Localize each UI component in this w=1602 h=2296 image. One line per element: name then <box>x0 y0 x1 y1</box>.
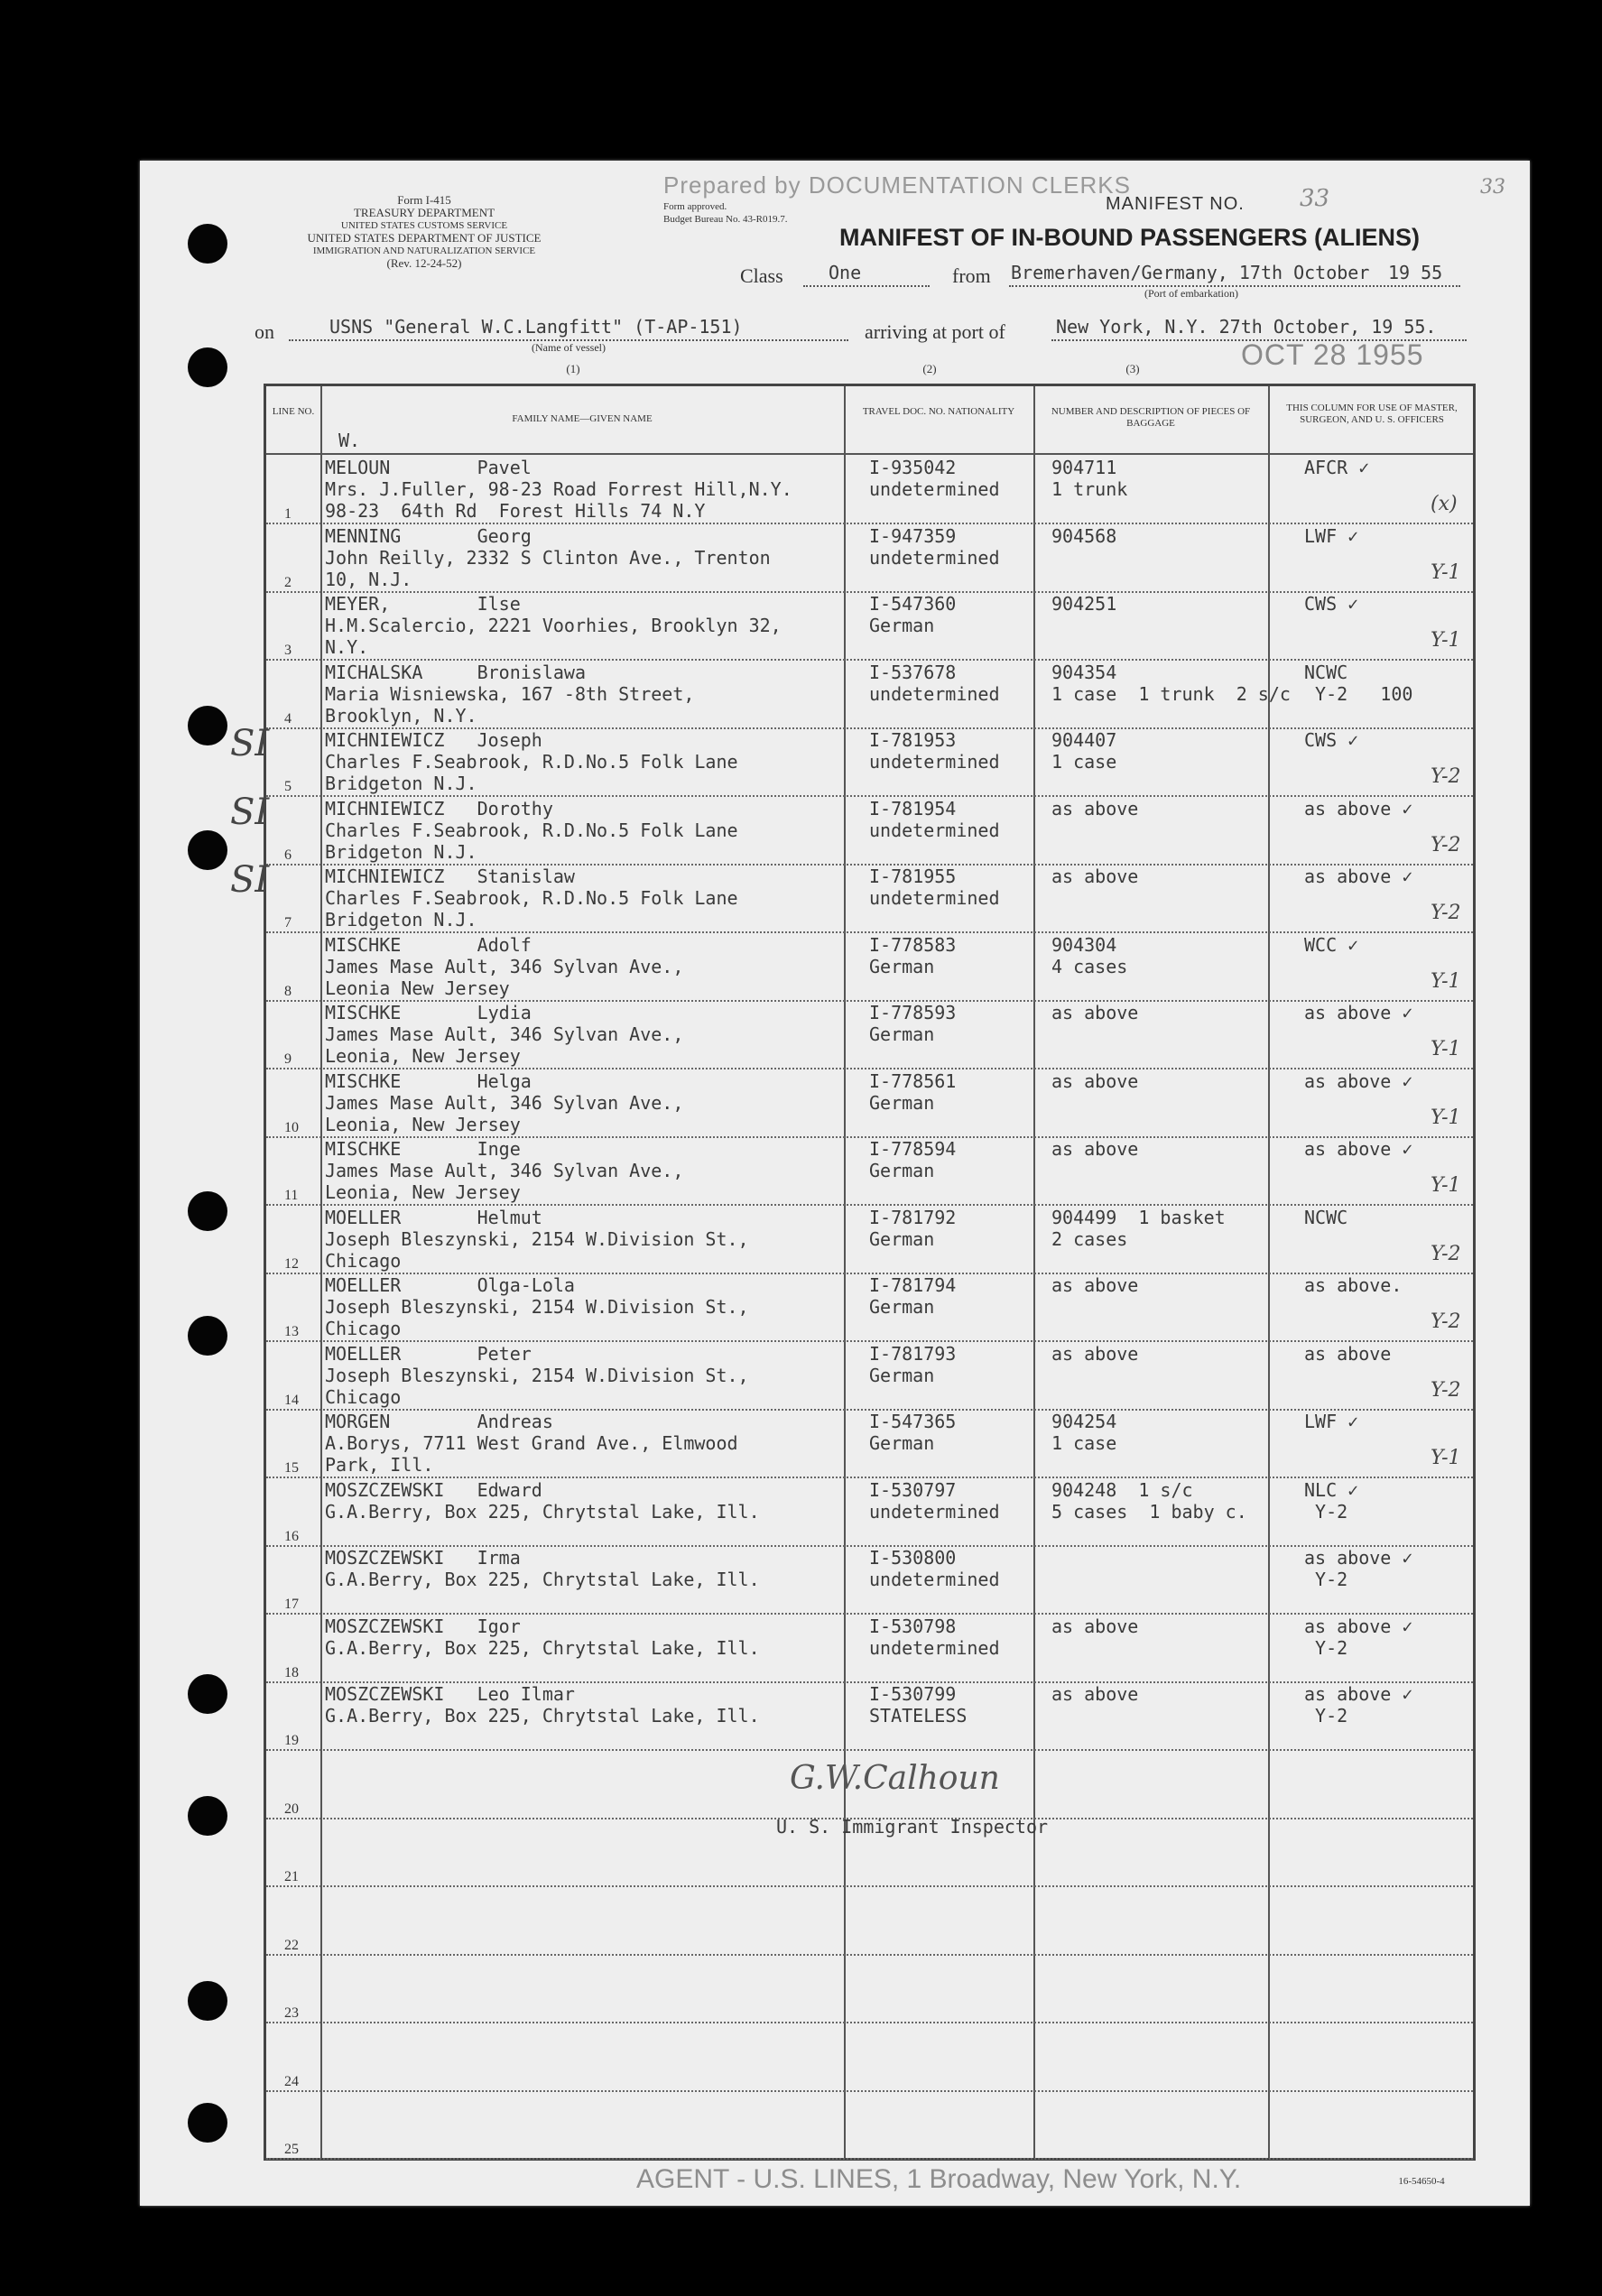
line-number: 7 <box>284 915 292 930</box>
travel-doc-nationality: I-778583 German <box>869 933 957 977</box>
officer-annotation: as above <box>1304 1342 1392 1365</box>
travel-doc-nationality: I-778561 German <box>869 1069 957 1114</box>
line-number: 8 <box>284 983 292 999</box>
travel-doc-nationality: I-547360 German <box>869 593 957 636</box>
from-year: 19 55 <box>1388 262 1443 283</box>
line-number: 25 <box>284 2142 299 2157</box>
vessel-name: USNS "General W.C.Langfitt" (T-AP-151) <box>329 316 743 338</box>
passenger-name-address: MORGEN Andreas A.Borys, 7711 West Grand Ave., Elmwood Park, Ill. <box>325 1411 738 1476</box>
binder-hole <box>188 224 227 264</box>
officer-annotation: as above ✓ Y-2 <box>1304 1615 1413 1659</box>
col-header-officers: THIS COLUMN FOR USE OF MASTER, SURGEON, AND U. S. OFFICERS <box>1286 403 1458 425</box>
binder-hole <box>188 1191 227 1231</box>
justice-dept: UNITED STATES DEPARTMENT OF JUSTICE <box>307 231 542 245</box>
port-embark-caption: (Port of embarkation) <box>1144 287 1238 300</box>
line-number: 5 <box>284 779 292 794</box>
line-number: 4 <box>284 710 292 727</box>
margin-note: Y-2 <box>1431 833 1461 856</box>
agent-stamp: AGENT - U.S. LINES, 1 Broadway, New York, N.Y. <box>636 2164 1242 2194</box>
table-row <box>266 1000 1473 1069</box>
baggage-description: 904354 1 case 1 trunk 2 s/c <box>1051 661 1291 705</box>
officer-annotation: as above ✓ <box>1304 1069 1413 1092</box>
side-mark: SI <box>230 723 270 764</box>
officer-annotation: AFCR ✓ <box>1304 457 1370 478</box>
officer-annotation: CWS ✓ <box>1304 729 1359 751</box>
prepared-stamp: Prepared by DOCUMENTATION CLERKS <box>663 171 1131 199</box>
side-mark: SI <box>230 791 270 833</box>
line-number: 10 <box>284 1119 299 1135</box>
table-row <box>266 1954 1473 2023</box>
margin-note: Y-2 <box>1431 1310 1461 1333</box>
officer-annotation: CWS ✓ <box>1304 593 1359 615</box>
binder-hole <box>188 1981 227 2021</box>
travel-doc-nationality: I-530800 undetermined <box>869 1547 1000 1590</box>
from-value: Bremerhaven/Germany, 17th October <box>1011 262 1370 283</box>
table-row <box>266 1614 1473 1683</box>
line-number: 2 <box>284 574 292 590</box>
baggage-description: 904304 4 cases <box>1051 933 1128 977</box>
page-title: MANIFEST OF IN-BOUND PASSENGERS (ALIENS) <box>839 224 1421 251</box>
officer-annotation: as above ✓ <box>1304 1138 1413 1160</box>
table-row <box>266 1545 1473 1615</box>
col-header-name: FAMILY NAME—GIVEN NAME <box>512 413 653 424</box>
table-row <box>266 1273 1473 1342</box>
passenger-name-address: MICHNIEWICZ Stanislaw Charles F.Seabrook, R.D.No.5 Folk Lane Bridgeton N.J. <box>325 866 738 930</box>
passenger-name-address: MISCHKE Adolf James Mase Ault, 346 Sylvan Ave., Leonia New Jersey <box>325 933 684 999</box>
travel-doc-nationality: I-547365 German <box>869 1411 957 1454</box>
line-number: 15 <box>284 1460 299 1476</box>
on-label: on <box>255 320 274 343</box>
from-label: from <box>952 264 991 287</box>
col-header-travel: TRAVEL DOC. NO. NATIONALITY <box>862 406 1015 417</box>
passenger-name-address: MICHNIEWICZ Dorothy Charles F.Seabrook, R.D.No.5 Folk Lane Bridgeton N.J. <box>325 797 738 863</box>
table-row <box>266 1341 1473 1411</box>
baggage-description: 904499 1 basket 2 cases <box>1051 1206 1226 1250</box>
table-row <box>266 591 1473 661</box>
class-value: One <box>829 262 862 283</box>
baggage-description: 904248 1 s/c 5 cases 1 baby c. <box>1051 1478 1247 1523</box>
table-row <box>266 2023 1473 2092</box>
binder-hole <box>188 1674 227 1714</box>
officer-annotation: as above ✓ <box>1304 866 1413 887</box>
officer-annotation: as above ✓ <box>1304 1002 1413 1023</box>
arriving-value: New York, N.Y. 27th October, 19 55. <box>1056 316 1437 338</box>
binder-hole <box>188 2103 227 2143</box>
table-row <box>266 660 1473 729</box>
table-row <box>266 1681 1473 1751</box>
caption-1: (1) <box>566 362 580 375</box>
travel-doc-nationality: I-778594 German <box>869 1138 957 1181</box>
travel-doc-nationality: I-781953 undetermined <box>869 729 1000 773</box>
table-row <box>230 791 1473 866</box>
passenger-name-address: MOELLER Peter Joseph Bleszynski, 2154 W.Division St., Chicago <box>325 1342 749 1408</box>
travel-doc-nationality: I-781955 undetermined <box>869 866 1000 909</box>
date-stamp: OCT 28 1955 <box>1241 338 1424 371</box>
line-number: 13 <box>284 1324 299 1339</box>
passenger-name-address: MOSZCZEWSKI Leo Ilmar G.A.Berry, Box 225, Chrytstal Lake, Ill. <box>325 1683 760 1727</box>
travel-doc-nationality: I-778593 German <box>869 1002 957 1045</box>
class-underline <box>803 285 930 287</box>
line-number: 1 <box>284 506 292 522</box>
agency-block <box>244 194 605 270</box>
officer-annotation: LWF ✓ <box>1304 524 1359 547</box>
travel-doc-nationality: I-530797 undetermined <box>869 1478 1000 1523</box>
travel-doc-nationality: I-947359 undetermined <box>869 524 1000 569</box>
passenger-name-address: MOSZCZEWSKI Edward G.A.Berry, Box 225, Chrytstal Lake, Ill. <box>325 1478 760 1523</box>
inspector-signature: G.W.Calhoun <box>790 1760 1000 1797</box>
baggage-description: 904407 1 case <box>1051 729 1117 773</box>
passenger-name-address: MENNING Georg John Reilly, 2332 S Clinton Ave., Trenton 10, N.J. <box>325 524 771 590</box>
table-row <box>266 1477 1473 1547</box>
baggage-description: 904251 <box>1051 593 1117 615</box>
w-mark: W. <box>338 430 361 451</box>
footer-code: 16-54650-4 <box>1398 2176 1445 2187</box>
officer-annotation: NLC ✓ Y-2 <box>1304 1478 1359 1523</box>
table-row <box>266 1136 1473 1206</box>
baggage-description: as above <box>1051 1615 1139 1637</box>
passenger-name-address: MISCHKE Lydia James Mase Ault, 346 Sylvan Ave., Leonia, New Jersey <box>325 1002 684 1067</box>
travel-doc-nationality: I-530798 undetermined <box>869 1615 1000 1659</box>
line-number: 14 <box>284 1392 299 1408</box>
col-header-baggage: NUMBER AND DESCRIPTION OF PIECES OF BAGGAGE <box>1051 406 1251 429</box>
travel-doc-nationality: I-537678 undetermined <box>869 661 1000 705</box>
margin-note: Y-1 <box>1431 969 1461 993</box>
line-number: 3 <box>284 643 292 658</box>
officer-annotation: NCWC <box>1304 1206 1348 1228</box>
class-label: Class <box>740 264 783 287</box>
line-number: 24 <box>284 2073 299 2089</box>
treasury-dept: TREASURY DEPARTMENT <box>353 206 495 219</box>
line-number: 23 <box>284 2005 299 2021</box>
margin-note: Y-1 <box>1431 629 1461 652</box>
passenger-name-address: MISCHKE Helga James Mase Ault, 346 Sylvan Ave., Leonia, New Jersey <box>325 1069 684 1135</box>
officer-annotation: LWF ✓ <box>1304 1411 1359 1432</box>
travel-doc-nationality: I-935042 undetermined <box>869 457 1000 500</box>
baggage-description: as above <box>1051 1069 1139 1092</box>
line-number: 20 <box>284 1801 299 1817</box>
side-mark: SI <box>230 859 270 901</box>
travel-doc-nationality: I-781792 German <box>869 1206 957 1250</box>
binder-hole <box>188 706 227 745</box>
margin-note: Y-1 <box>1431 1174 1461 1197</box>
line-number: 21 <box>284 1869 299 1884</box>
baggage-description: as above <box>1051 797 1139 819</box>
line-number: 12 <box>284 1255 299 1272</box>
form-number: Form I-415 <box>397 193 451 207</box>
binder-hole <box>188 347 227 387</box>
baggage-description: as above <box>1051 1138 1139 1160</box>
travel-doc-nationality: I-781794 German <box>869 1274 957 1318</box>
binder-hole <box>188 1796 227 1836</box>
table-row <box>266 455 1473 524</box>
binder-hole <box>188 830 227 870</box>
ins-service: IMMIGRATION AND NATURALIZATION SERVICE <box>312 245 536 256</box>
line-number: 11 <box>284 1188 299 1203</box>
binder-hole <box>188 1316 227 1356</box>
table-row <box>266 523 1473 593</box>
line-number: 17 <box>284 1597 299 1612</box>
passenger-name-address: MEYER, Ilse H.M.Scalercio, 2221 Voorhies, Brooklyn 32, N.Y. <box>325 593 782 658</box>
officer-annotation: WCC ✓ <box>1304 933 1359 956</box>
officer-annotation: as above ✓ Y-2 <box>1304 1547 1413 1590</box>
form-approved: Form approved. <box>663 201 727 212</box>
revision: (Rev. 12-24-52) <box>386 256 462 270</box>
margin-note: (x) <box>1431 493 1458 515</box>
passenger-name-address: MELOUN Pavel Mrs. J.Fuller, 98-23 Road Forrest Hill,N.Y. 98-23 64th Rd Forest Hills 74 N.Y <box>325 457 792 522</box>
officer-annotation: as above ✓ Y-2 <box>1304 1683 1413 1727</box>
passenger-name-address: MOSZCZEWSKI Igor G.A.Berry, Box 225, Chrytstal Lake, Ill. <box>325 1615 760 1659</box>
budget-no: Budget Bureau No. 43-R019.7. <box>663 214 788 225</box>
arriving-label: arriving at port of <box>865 320 1005 343</box>
table-row <box>266 932 1473 1002</box>
baggage-description: as above <box>1051 1274 1139 1296</box>
passenger-name-address: MOSZCZEWSKI Irma G.A.Berry, Box 225, Chrytstal Lake, Ill. <box>325 1547 760 1590</box>
baggage-description: 904568 <box>1051 524 1117 547</box>
table-row <box>230 723 1473 797</box>
margin-note: Y-2 <box>1431 765 1461 788</box>
line-number: 19 <box>284 1733 299 1748</box>
passenger-name-address: MOELLER Olga-Lola Joseph Bleszynski, 2154 W.Division St., Chicago <box>325 1274 749 1339</box>
baggage-description: 904711 1 trunk <box>1051 457 1128 500</box>
baggage-description: as above <box>1051 1342 1139 1365</box>
customs-service: UNITED STATES CUSTOMS SERVICE <box>340 220 508 231</box>
margin-note: Y-2 <box>1431 902 1461 924</box>
margin-note: Y-1 <box>1431 1106 1461 1129</box>
passenger-name-address: MOELLER Helmut Joseph Bleszynski, 2154 W.Division St., Chicago <box>325 1206 749 1272</box>
baggage-description: as above <box>1051 866 1139 887</box>
passenger-name-address: MICHALSKA Bronislawa Maria Wisniewska, 167 -8th Street, Brooklyn, N.Y. <box>325 661 695 727</box>
manifest-no-corner: 33 <box>1480 176 1505 199</box>
line-number: 6 <box>284 847 292 863</box>
col-header-line: LINE NO. <box>272 406 315 417</box>
passenger-table <box>230 384 1476 2161</box>
travel-doc-nationality: I-530799 STATELESS <box>869 1683 968 1727</box>
passenger-name-address: MISCHKE Inge James Mase Ault, 346 Sylvan Ave., Leonia, New Jersey <box>325 1138 684 1203</box>
officer-annotation: NCWC Y-2 100 <box>1304 661 1413 705</box>
vessel-caption: (Name of vessel) <box>532 341 606 354</box>
table-row <box>266 2090 1473 2160</box>
officer-annotation: as above ✓ <box>1304 797 1413 819</box>
baggage-description: as above <box>1051 1002 1139 1023</box>
inspector-title: U. S. Immigrant Inspector <box>776 1816 1049 1838</box>
caption-2: (2) <box>922 362 937 375</box>
baggage-description: 904254 1 case <box>1051 1411 1117 1454</box>
passenger-name-address: MICHNIEWICZ Joseph Charles F.Seabrook, R.D.No.5 Folk Lane Bridgeton N.J. <box>325 729 738 794</box>
caption-3: (3) <box>1125 362 1140 375</box>
manifest-no-value: 33 <box>1300 185 1330 212</box>
margin-note: Y-1 <box>1431 1447 1461 1469</box>
line-number: 16 <box>284 1528 299 1544</box>
travel-doc-nationality: I-781954 undetermined <box>869 797 1000 841</box>
margin-note: Y-1 <box>1431 1038 1461 1060</box>
margin-note: Y-2 <box>1431 1242 1461 1265</box>
margin-note: Y-1 <box>1431 560 1461 584</box>
approval-block <box>663 200 880 226</box>
table-row <box>266 1409 1473 1478</box>
table-row <box>266 1069 1473 1138</box>
line-number: 18 <box>284 1664 299 1680</box>
table-row <box>230 859 1473 933</box>
margin-note: Y-2 <box>1431 1378 1461 1402</box>
table-row <box>266 1205 1473 1274</box>
line-number: 9 <box>284 1051 292 1067</box>
baggage-description: as above <box>1051 1683 1139 1705</box>
officer-annotation: as above. <box>1304 1274 1403 1296</box>
table-row <box>266 1886 1473 1956</box>
line-number: 22 <box>284 1937 299 1953</box>
manifest-no-label: MANIFEST NO. <box>1106 194 1245 214</box>
travel-doc-nationality: I-781793 German <box>869 1342 957 1386</box>
